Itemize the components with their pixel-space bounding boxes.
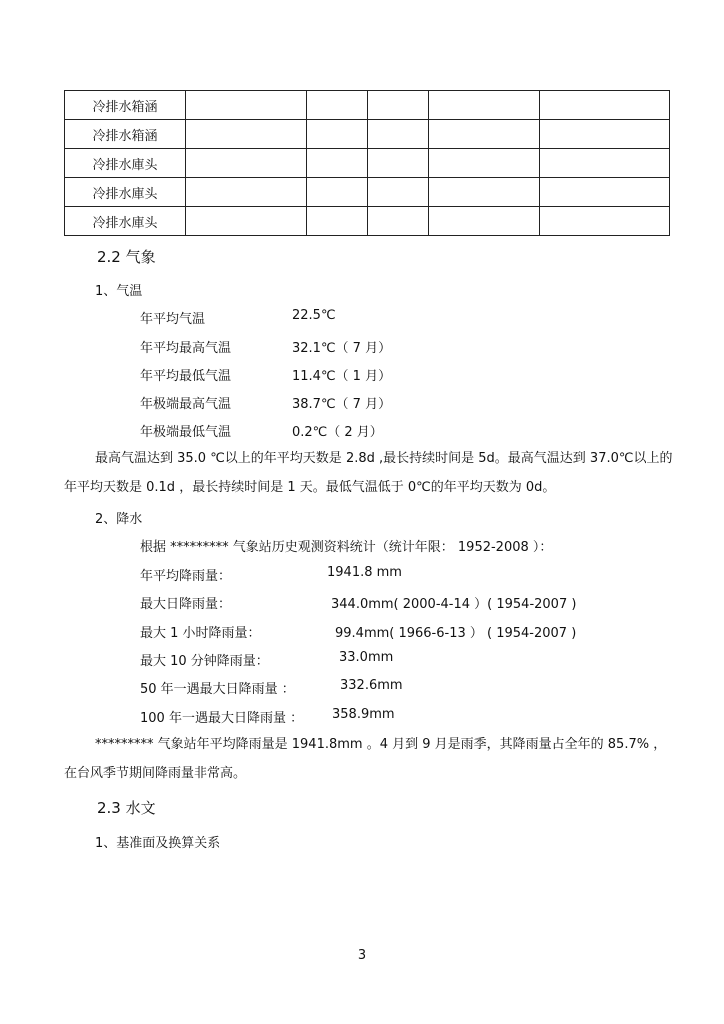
temp-label: 年平均最高气温 <box>140 341 232 356</box>
rain-value: 332.6mm <box>340 678 403 693</box>
temp-row <box>140 337 392 356</box>
temp-row <box>140 421 383 440</box>
rain-row <box>140 650 394 669</box>
section-heading-hydrology: 2.3 水文 <box>97 799 156 817</box>
temp-label: 年平均最低气温 <box>140 369 232 384</box>
subheading-temperature: 1、气温 <box>95 284 143 299</box>
precipitation-paragraph: ********* 气象站年平均降雨量是 1941.8mm 。4 月到 9 月是雨季，其降雨量占全年的 85.7% ，在台风季节期间降雨量非常高。 <box>64 737 667 781</box>
rain-label: 100 年一遇最大日降雨量 ： <box>140 711 304 726</box>
rain-row <box>140 678 403 697</box>
table-cell-name: 冷排水庫头 <box>65 207 186 236</box>
table-cell-name: 冷排水箱涵 <box>65 91 186 120</box>
temp-label: 年极端最低气温 <box>140 425 232 440</box>
section-heading-weather: 2.2 气象 <box>97 248 156 266</box>
rain-row <box>140 622 577 641</box>
structure-table <box>64 90 670 236</box>
rain-label: 最大日降雨量： <box>140 597 232 612</box>
temp-value: 22.5℃ <box>292 308 336 323</box>
rain-value: 344.0mm( 2000-4-14 ）( 1954-2007 ) <box>331 597 577 612</box>
table-cell-name: 冷排水庫头 <box>65 149 186 178</box>
rain-row <box>140 593 577 612</box>
temp-value: 0.2℃（ 2 月） <box>292 425 383 440</box>
table-row <box>65 207 670 236</box>
rain-value: 99.4mm( 1966-6-13 ） ( 1954-2007 ) <box>335 626 577 641</box>
table-row <box>65 149 670 178</box>
table-cell-name: 冷排水庫头 <box>65 178 186 207</box>
rain-value: 358.9mm <box>332 707 395 722</box>
page-number: 3 <box>357 948 367 963</box>
precipitation-intro: 根据 ********* 气象站历史观测资料统计（统计年限： 1952-2008 ）： <box>140 540 553 555</box>
rain-value: 1941.8 mm <box>327 565 402 580</box>
rain-row <box>140 565 402 584</box>
rain-row <box>140 707 395 726</box>
table-row <box>65 91 670 120</box>
temp-label: 年平均气温 <box>140 312 206 327</box>
rain-value: 33.0mm <box>339 650 394 665</box>
table-cell-name: 冷排水箱涵 <box>65 120 186 149</box>
rain-label: 最大 10 分钟降雨量： <box>140 654 269 669</box>
rain-label: 50 年一遇最大日降雨量 ： <box>140 682 295 697</box>
temp-value: 32.1℃（ 7 月） <box>292 341 392 356</box>
temp-label: 年极端最高气温 <box>140 397 232 412</box>
subheading-precipitation: 2、降水 <box>95 512 143 527</box>
rain-label: 年平均降雨量： <box>140 569 232 584</box>
subheading-datum: 1、基准面及换算关系 <box>95 836 221 851</box>
temp-row <box>140 308 336 327</box>
temp-value: 38.7℃（ 7 月） <box>292 397 392 412</box>
temp-row <box>140 393 392 412</box>
rain-label: 最大 1 小时降雨量： <box>140 626 261 641</box>
table-row <box>65 120 670 149</box>
temp-row <box>140 365 392 384</box>
table-row <box>65 178 670 207</box>
temperature-paragraph: 最高气温达到 35.0 ℃以上的年平均天数是 2.8d ,最长持续时间是 5d。最高气温达到 37.0℃以上的年平均天数是 0.1d ，最长持续时间是 1 天。最低气温低于 0℃的年平均天数为 0d。 <box>64 451 673 495</box>
temp-value: 11.4℃（ 1 月） <box>292 369 392 384</box>
